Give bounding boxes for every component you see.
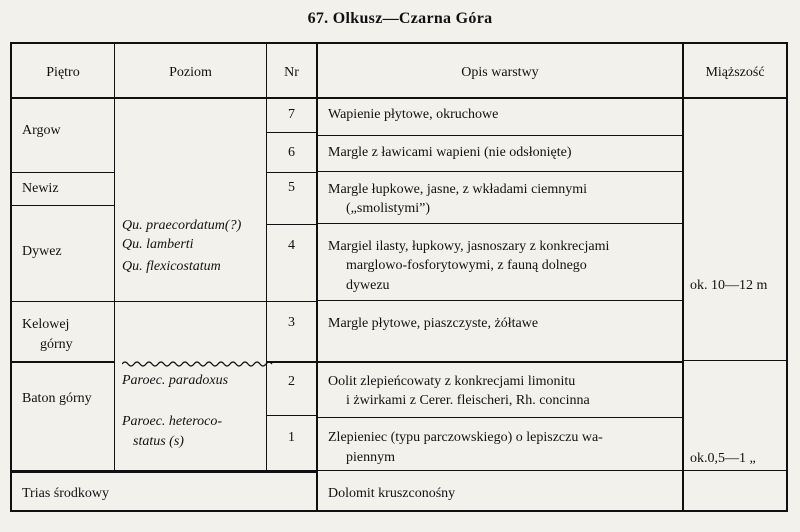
- nr-1: 1: [288, 430, 295, 445]
- trias-rule: [10, 470, 318, 473]
- header-nr: Nr: [284, 65, 299, 80]
- nr-5: 5: [288, 180, 295, 195]
- table-border-bottom: [10, 510, 788, 512]
- opis-2-line2: i żwirkami z Cerer. fleischeri, Rh. concinna: [346, 393, 590, 408]
- opis-1-line1: Zlepieniec (typu parczowskiego) o lepiszczu wa-: [328, 430, 603, 445]
- col-divider: [114, 42, 115, 470]
- boundary-rule: [10, 361, 114, 363]
- header-miazszosc: Miąższość: [705, 65, 765, 80]
- opis-5-line2: („smolistymi”): [346, 201, 430, 216]
- row-rule: [266, 132, 316, 133]
- pietro-dywez: Dywez: [22, 244, 62, 259]
- opis-7: Wapienie płytowe, okruchowe: [328, 107, 499, 122]
- header-pietro: Piętro: [46, 65, 80, 80]
- opis-4-line3: dywezu: [346, 278, 390, 293]
- boundary-rule: [266, 361, 318, 363]
- opis-5-line1: Margle łupkowe, jasne, z wkładami ciemnymi: [328, 182, 588, 197]
- opis-2-line1: Oolit zlepieńcowaty z konkrecjami limonitu: [328, 374, 576, 389]
- nr-7: 7: [288, 107, 295, 122]
- row-rule: [266, 224, 316, 225]
- nr-2: 2: [288, 374, 295, 389]
- row-rule: [318, 417, 683, 418]
- opis-3: Margle płytowe, piaszczyste, żółtawe: [328, 316, 539, 331]
- page-title: 67. Olkusz—Czarna Góra: [307, 10, 493, 27]
- opis-4-line2: marglowo-fosforytowymi, z fauną dolnego: [346, 258, 587, 273]
- poziom-paradoxus: Paroec. paradoxus: [122, 373, 229, 388]
- row-rule: [10, 301, 266, 302]
- row-rule: [266, 415, 316, 416]
- poziom-praecordatum: Qu. praecordatum(?): [122, 218, 242, 233]
- opis-4-line1: Margiel ilasty, łupkowy, jasnoszary z konkrecjami: [328, 239, 610, 254]
- stratigraphy-table: [10, 42, 788, 512]
- poziom-heterocostatus-2: status (s): [133, 434, 184, 449]
- table-border-right: [786, 42, 788, 512]
- miazszosc-upper: ok. 10—12 m: [690, 278, 768, 293]
- row-rule: [266, 301, 316, 302]
- poziom-flexicostatum: Qu. flexicostatum: [122, 259, 221, 274]
- pietro-trias: Trias środkowy: [22, 486, 109, 501]
- miazszosc-lower: ok.0,5—1 „: [690, 451, 756, 466]
- poziom-heterocostatus-1: Paroec. heteroco-: [122, 414, 223, 429]
- col-divider: [316, 42, 318, 512]
- nr-4: 4: [288, 238, 295, 253]
- pietro-gorny: górny: [40, 337, 73, 352]
- col-divider: [682, 42, 684, 512]
- header-poziom: Poziom: [169, 65, 212, 80]
- pietro-newiz: Newiz: [22, 181, 59, 196]
- row-rule: [10, 205, 115, 206]
- row-rule: [318, 223, 683, 224]
- opis-6: Margle z ławicami wapieni (nie odsłonięte): [328, 145, 572, 160]
- row-rule: [10, 172, 115, 173]
- row-rule: [266, 172, 316, 173]
- header-rule: [10, 97, 788, 99]
- row-rule: [318, 470, 788, 471]
- row-rule: [318, 171, 683, 172]
- row-rule: [684, 360, 786, 361]
- header-opis: Opis warstwy: [461, 65, 539, 80]
- row-rule: [318, 135, 683, 136]
- table-border-left: [10, 42, 12, 512]
- nr-6: 6: [288, 145, 295, 160]
- pietro-argow: Argow: [22, 123, 61, 138]
- poziom-lamberti: Qu. lamberti: [122, 237, 194, 252]
- pietro-kelowej: Kelowej: [22, 317, 70, 332]
- boundary-rule: [318, 361, 683, 363]
- pietro-baton-gorny: Baton górny: [22, 391, 92, 406]
- unconformity-wavy-line: [122, 360, 274, 368]
- opis-1-line2: piennym: [346, 450, 395, 465]
- nr-3: 3: [288, 315, 295, 330]
- row-rule: [318, 300, 683, 301]
- opis-trias: Dolomit kruszconośny: [328, 486, 456, 501]
- table-border-top: [10, 42, 788, 44]
